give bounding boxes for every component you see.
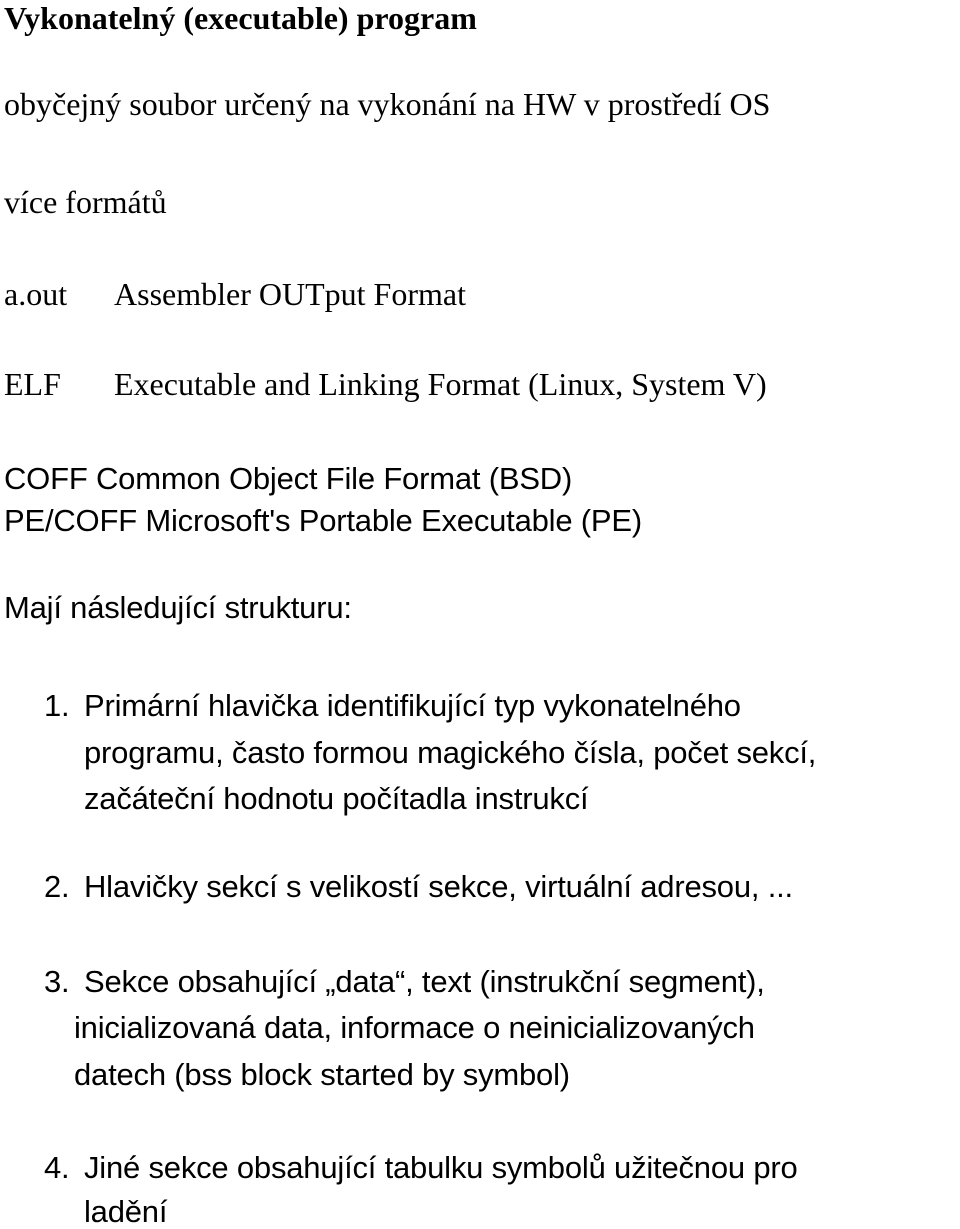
list-item-line: Sekce obsahující „data“, text (instrukční segment),	[84, 964, 765, 999]
format-entry: COFF Common Object File Format (BSD)	[4, 461, 573, 496]
list-item-number: 4.	[44, 1150, 70, 1185]
list-item-line: datech (bss block started by symbol)	[74, 1057, 570, 1092]
format-abbr: a.out	[4, 276, 68, 312]
page-title: Vykonatelný (executable) program	[4, 0, 477, 36]
list-item-line: Hlavičky sekcí s velikostí sekce, virtuální adresou, ...	[84, 869, 793, 904]
format-abbr: ELF	[4, 366, 61, 402]
format-entry: PE/COFF Microsoft's Portable Executable (PE)	[4, 503, 642, 538]
list-item-line: programu, často formou magického čísla, počet sekcí,	[84, 735, 817, 770]
format-description: Assembler OUTput Format	[114, 276, 466, 312]
bullet-text: více formátů	[4, 184, 167, 220]
structure-intro: Mají následující strukturu:	[4, 590, 352, 625]
list-item-line: ladění	[84, 1194, 168, 1229]
list-item-line: inicializovaná data, informace o neinicializovaných	[74, 1010, 755, 1045]
format-description: Executable and Linking Format (Linux, System V)	[114, 366, 767, 402]
list-item-number: 3.	[44, 964, 70, 999]
bullet-text: obyčejný soubor určený na vykonání na HW v prostředí OS	[4, 86, 771, 122]
list-item-line: Primární hlavička identifikující typ vykonatelného	[84, 688, 741, 723]
list-item-number: 1.	[44, 688, 70, 723]
list-item-number: 2.	[44, 869, 70, 904]
list-item-line: Jiné sekce obsahující tabulku symbolů užitečnou pro	[84, 1150, 798, 1185]
list-item-line: začáteční hodnotu počítadla instrukcí	[84, 781, 589, 816]
